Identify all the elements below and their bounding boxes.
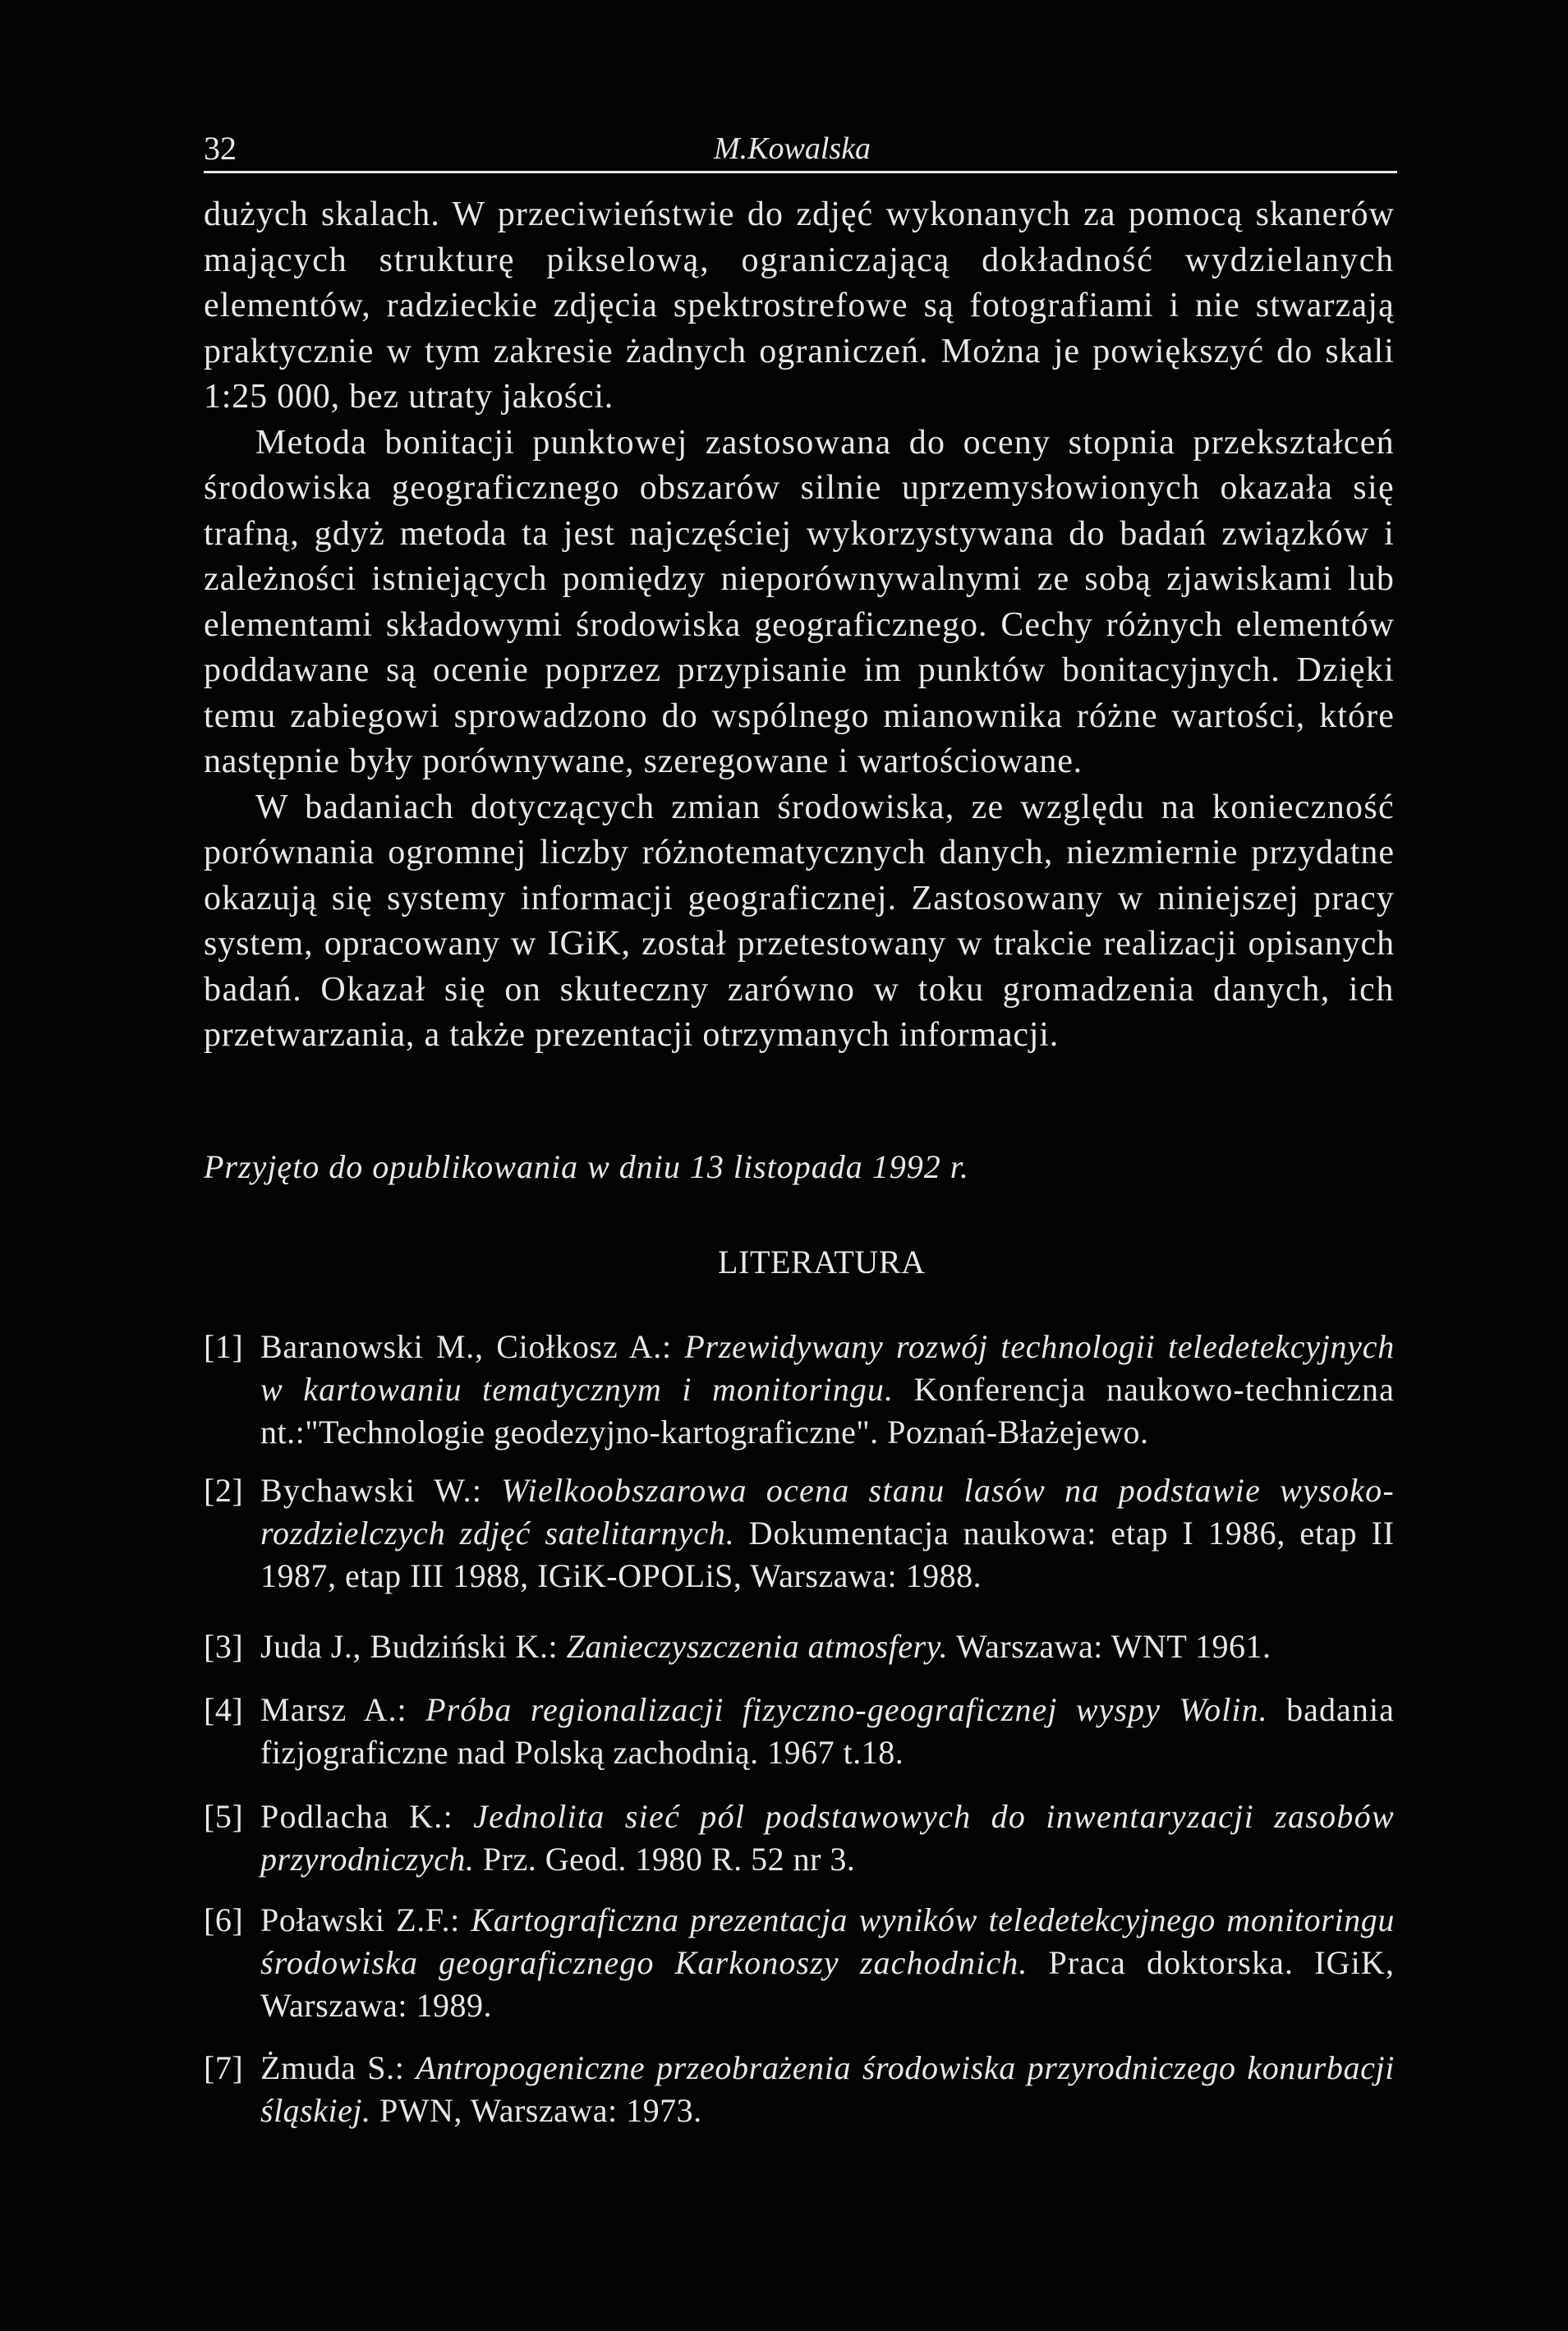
reference-source: Prz. Geod. 1980 R. 52 nr 3.	[474, 1841, 856, 1878]
reference-source: badania	[1267, 1691, 1395, 1728]
body-line: okazują się systemy informacji geograficznej. Zastosowany w niniejszej pracy	[204, 879, 1395, 917]
body-line: elementami składowymi środowiska geograficznego. Cechy różnych elementów	[204, 605, 1395, 644]
reference-text-block	[260, 2047, 1395, 2132]
reference-line	[260, 1555, 1395, 1598]
paragraph	[204, 421, 1395, 785]
reference-source: Warszawa: 1989.	[260, 1987, 492, 2024]
reference-source: Praca doktorska. IGiK,	[1028, 1944, 1395, 1981]
body-line: Metoda bonitacji punktowej zastosowana do oceny stopnia przekształceń	[255, 423, 1395, 462]
reference-number: [2]	[204, 1472, 244, 1509]
reference-source: Warszawa: WNT 1961.	[948, 1628, 1271, 1665]
reference-authors: Żmuda S.:	[260, 2049, 416, 2086]
reference-source: nt.:"Technologie geodezyjno-kartograficzne". Poznań-Błażejewo.	[260, 1414, 1149, 1451]
body-line: poddawane są ocenie poprzez przypisanie im punktów bonitacyjnych. Dzięki	[204, 651, 1395, 689]
reference-entry	[204, 1795, 1395, 1881]
reference-source: fizjograficzne nad Polską zachodnią. 1967 t.18.	[260, 1734, 904, 1771]
acceptance-note: Przyjęto do opublikowania w dniu 13 listopada 1992 r.	[204, 1148, 969, 1185]
body-line: elementów, radzieckie zdjęcia spektrostrefowe są fotografiami i nie stwarzają	[204, 287, 1395, 324]
body-line: temu zabiegowi sprowadzono do wspólnego mianownika różne wartości, które	[204, 697, 1395, 735]
reference-authors: Poławski Z.F.:	[260, 1901, 471, 1938]
reference-authors: Bychawski W.:	[260, 1472, 502, 1509]
reference-title: w kartowaniu tematycznym i monitoringu.	[260, 1371, 894, 1408]
body-line: dużych skalach. W przeciwieństwie do zdjęć wykonanych za pomocą skanerów	[204, 195, 1395, 233]
page-number: 32	[204, 130, 237, 167]
reference-title: środowiska geograficznego Karkonoszy zachodnich.	[260, 1944, 1028, 1981]
reference-entry	[204, 2047, 1395, 2132]
reference-title: przyrodniczych.	[260, 1841, 475, 1878]
header-rule	[204, 171, 1397, 173]
paragraph	[204, 785, 1395, 1059]
reference-line	[260, 1795, 1395, 1838]
reference-authors: Marsz A.:	[260, 1691, 426, 1728]
body-line: system, opracowany w IGiK, został przetestowany w trakcie realizacji opisanych	[204, 925, 1395, 963]
reference-entry	[204, 1689, 1395, 1774]
reference-entry	[204, 1899, 1395, 2027]
body-line: W badaniach dotyczących zmian środowiska, ze względu na konieczność	[255, 788, 1395, 826]
reference-line	[260, 1411, 1395, 1454]
body-line: trafną, gdyż metoda ta jest najczęściej wykorzystywana do badań związków i	[204, 514, 1395, 553]
reference-title: Zanieczyszczenia atmosfery.	[566, 1628, 949, 1665]
body-line: praktycznie w tym zakresie żadnych ograniczeń. Można je powiększyć do skali	[204, 332, 1395, 370]
body-line: zależności istniejących pomiędzy nieporównywalnymi ze sobą zjawiskami lub	[204, 560, 1395, 598]
reference-entry	[204, 1625, 1395, 1668]
reference-title: Wielkoobszarowa ocena stanu lasów na podstawie wysoko-	[501, 1472, 1395, 1509]
reference-number: [3]	[204, 1628, 244, 1665]
body-line: mających strukturę pikselową, ograniczającą dokładność wydzielanych	[204, 241, 1395, 279]
reference-title: Antropogeniczne przeobrażenia środowiska przyrodniczego konurbacji	[416, 2049, 1396, 2086]
reference-title: Przewidywany rozwój technologii teledetekcyjnych	[684, 1328, 1395, 1365]
reference-line	[260, 1368, 1395, 1411]
body-line: badań. Okazał się on skuteczny zarówno w toku gromadzenia danych, ich	[204, 970, 1395, 1009]
body-line: następnie były porównywane, szeregowane i wartościowane.	[204, 743, 1083, 780]
reference-line	[260, 1838, 1395, 1881]
reference-number: [7]	[204, 2049, 244, 2086]
reference-line	[260, 1326, 1395, 1368]
article-body	[204, 192, 1395, 1059]
reference-text-block	[260, 1899, 1395, 2027]
reference-line	[260, 1899, 1395, 1942]
reference-line	[260, 2047, 1395, 2090]
reference-authors: Podlacha K.:	[260, 1798, 474, 1835]
reference-text-block	[260, 1625, 1395, 1668]
body-line: środowiska geograficznego obszarów silnie uprzemysłowionych okazała się	[204, 469, 1395, 507]
reference-title: Kartograficzna prezentacja wyników teledetekcyjnego monitoringu	[471, 1901, 1395, 1938]
body-line: 1:25 000, bez utraty jakości.	[204, 378, 614, 416]
reference-line	[260, 1689, 1395, 1731]
reference-text-block	[260, 1469, 1395, 1598]
reference-title: rozdzielczych zdjęć satelitarnych.	[260, 1515, 735, 1552]
running-title: M.Kowalska	[714, 131, 871, 166]
body-line: przetwarzania, a także prezentacji otrzymanych informacji.	[204, 1016, 1060, 1054]
reference-source: Dokumentacja naukowa: etap I 1986, etap II	[734, 1515, 1395, 1552]
reference-entry	[204, 1326, 1395, 1454]
reference-line	[260, 1469, 1395, 1512]
reference-line	[260, 2090, 1395, 2132]
reference-line	[260, 1942, 1395, 1984]
reference-number: [5]	[204, 1798, 244, 1835]
reference-text-block	[260, 1689, 1395, 1774]
reference-line	[260, 1731, 1395, 1774]
reference-title: śląskiej.	[260, 2092, 371, 2129]
reference-source: Konferencja naukowo-techniczna	[894, 1371, 1395, 1408]
reference-authors: Juda J., Budziński K.:	[260, 1628, 567, 1665]
body-line: porównania ogromnej liczby różnotematycznych danych, niezmiernie przydatne	[204, 834, 1395, 871]
reference-entry	[204, 1469, 1395, 1598]
references-heading: LITERATURA	[718, 1244, 926, 1280]
reference-number: [6]	[204, 1901, 244, 1938]
reference-line	[260, 1625, 1395, 1668]
reference-number: [4]	[204, 1691, 244, 1728]
reference-source: PWN, Warszawa: 1973.	[370, 2092, 702, 2129]
reference-source: 1987, etap III 1988, IGiK-OPOLiS, Warszawa: 1988.	[260, 1557, 982, 1594]
reference-title: Próba regionalizacji fizyczno-geograficznej wyspy Wolin.	[425, 1691, 1268, 1728]
reference-number: [1]	[204, 1328, 244, 1365]
reference-text-block	[260, 1795, 1395, 1881]
paragraph	[204, 192, 1395, 421]
reference-authors: Baranowski M., Ciołkosz A.:	[260, 1328, 685, 1365]
reference-line	[260, 1984, 1395, 2027]
reference-line	[260, 1512, 1395, 1555]
reference-title: Jednolita sieć pól podstawowych do inwentaryzacji zasobów	[473, 1798, 1395, 1835]
reference-text-block	[260, 1326, 1395, 1454]
